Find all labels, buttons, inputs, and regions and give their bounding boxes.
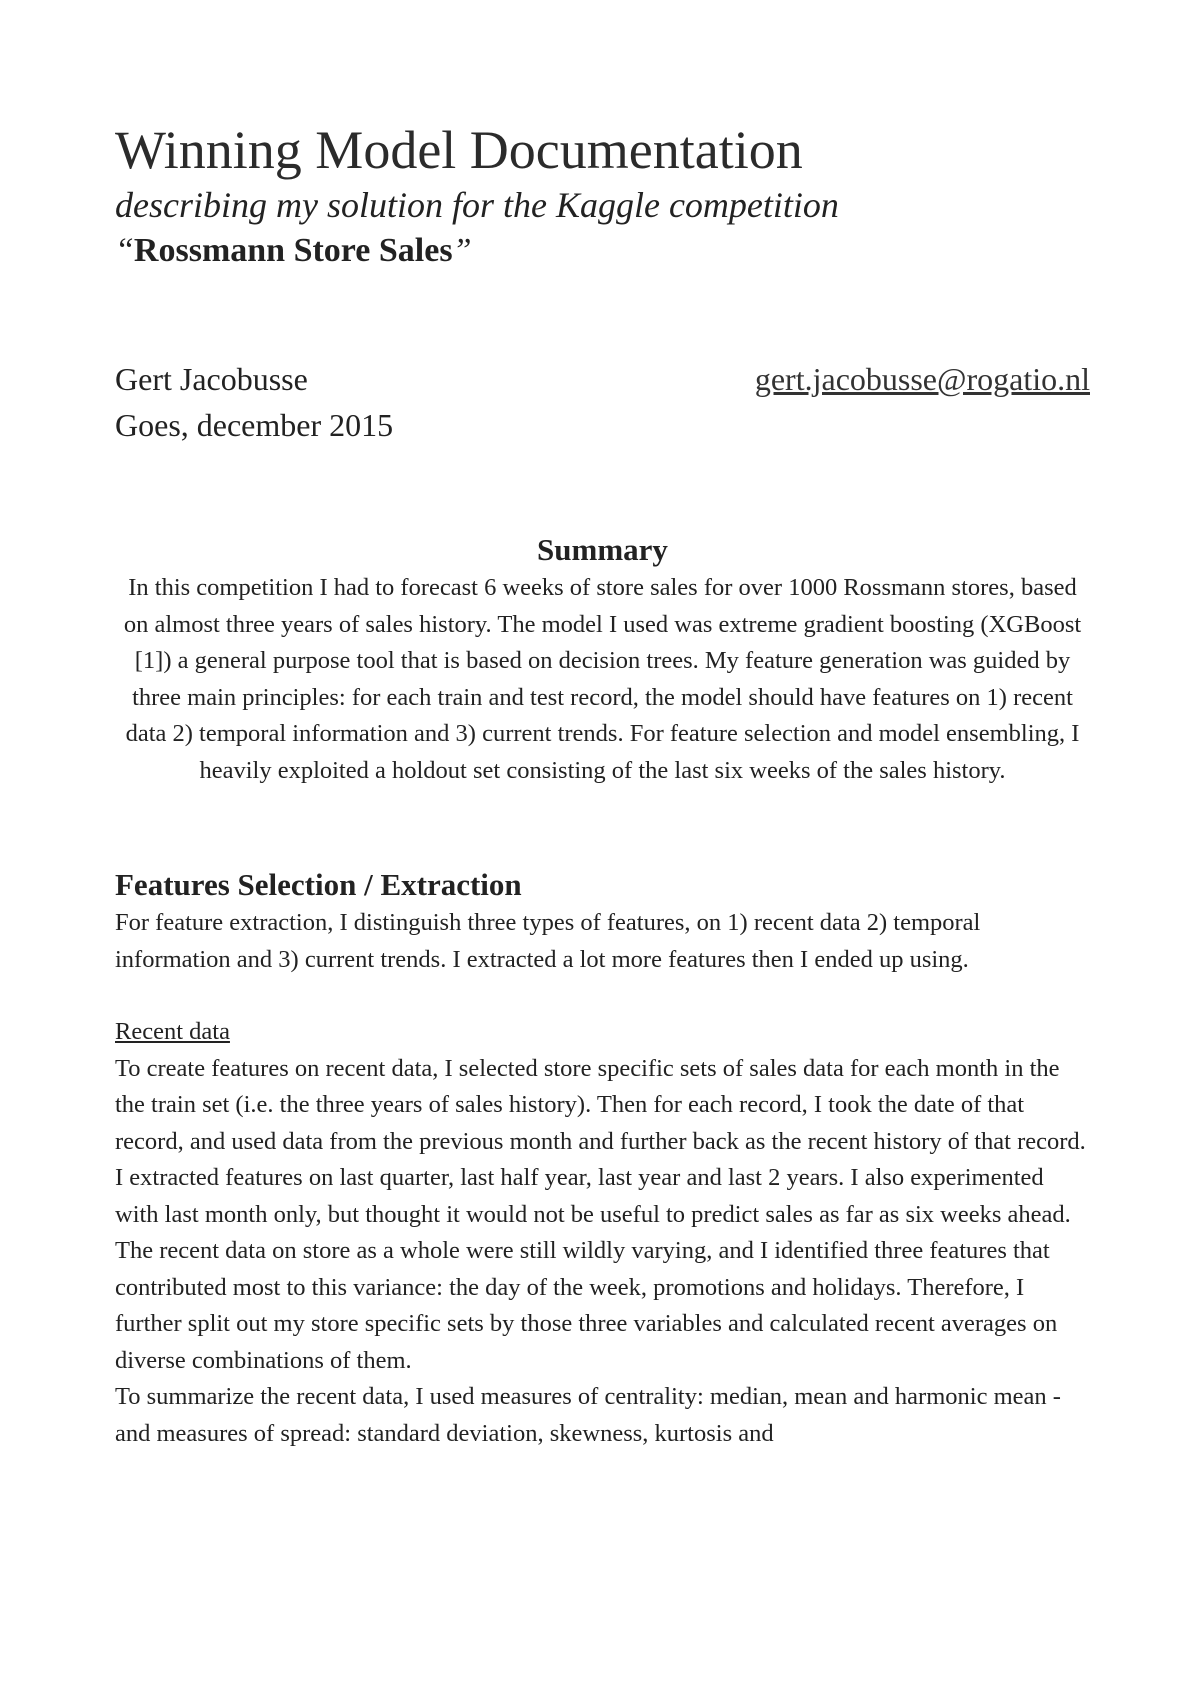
- features-heading: Features Selection / Extraction: [115, 867, 522, 902]
- recent-data-heading: Recent data: [115, 1018, 230, 1045]
- recent-data-paragraph-3: To summarize the recent data, I used measures of centrality: median, mean and harmonic mean - and measures of spread: standard deviation, skewness, kurtosis and: [115, 1383, 1061, 1447]
- author-email-link[interactable]: gert.jacobusse@rogatio.nl: [754, 361, 1090, 397]
- document-subtitle: describing my solution for the Kaggle competition: [115, 185, 839, 225]
- features-intro: For feature extraction, I distinguish three types of features, on 1) recent data 2) temporal information and 3) current trends. I extracted a lot more features then I ended up using.: [115, 909, 981, 973]
- competition-name: Rossmann Store Sales: [133, 232, 453, 269]
- document-page: [115, 120, 1090, 1452]
- recent-data-paragraph-2: The recent data on store as a whole were still wildly varying, and I identified three features that contributed most to this variance: the day of the week, promotions and holidays. Therefore, I further split out my store specific sets by those three variables and calculated recent averages on diverse combinations of them.: [115, 1237, 1058, 1374]
- close-quote: ”: [452, 232, 472, 269]
- place-date: Goes, december 2015: [115, 407, 394, 443]
- author-row: [115, 356, 1090, 402]
- author-block: [115, 356, 1090, 448]
- author-name: Gert Jacobusse: [115, 361, 308, 397]
- competition-name-line: [115, 228, 1090, 274]
- document-title: Winning Model Documentation: [115, 120, 803, 180]
- recent-data-paragraph-1: To create features on recent data, I selected store specific sets of sales data for each month in the the train set (i.e. the three years of sales history). Then for each record, I took the date of that record, and used data from the previous month and further back as the recent history of that record. I extracted features on last quarter, last half year, last year and last 2 years. I also experimented with last month only, but thought it would not be useful to predict sales as far as six weeks ahead.: [115, 1054, 1086, 1228]
- summary-heading: Summary: [537, 532, 668, 567]
- summary-text: In this competition I had to forecast 6 weeks of store sales for over 1000 Rossmann stores, based on almost three years of sales history. The model I used was extreme gradient boosting (XGBoost [1]) a general purpose tool that is based on decision trees. My feature generation was guided by three main principles: for each train and test record, the model should have features on 1) recent data 2) temporal information and 3) current trends. For feature selection and model ensembling, I heavily exploited a holdout set consisting of the last six weeks of the sales history.: [123, 574, 1082, 784]
- open-quote: “: [115, 232, 134, 269]
